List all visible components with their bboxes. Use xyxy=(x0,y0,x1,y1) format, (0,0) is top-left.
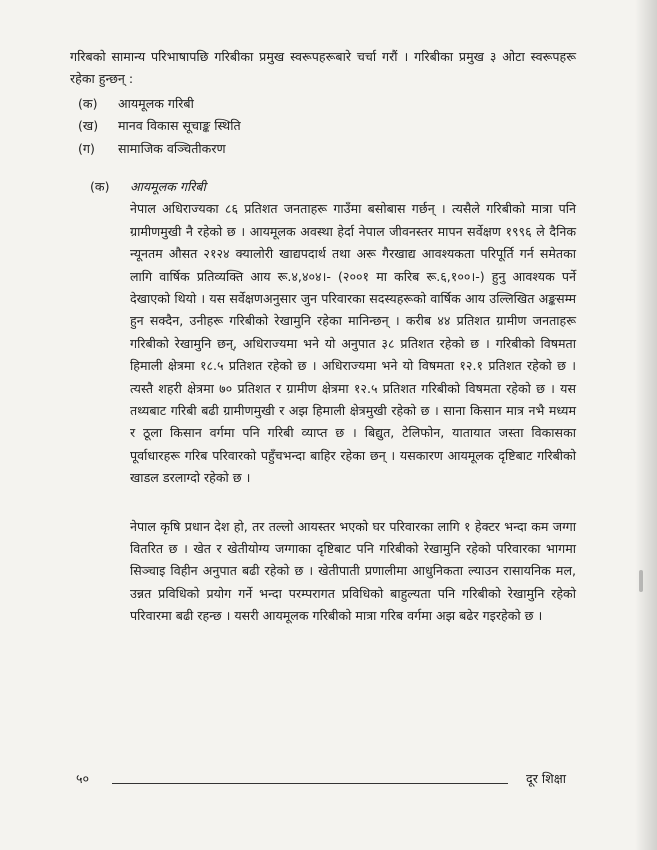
list-marker: (ग) xyxy=(78,140,95,156)
page-content xyxy=(70,46,576,628)
list-item xyxy=(70,115,576,137)
list-item-text: आयमूलक गरिबी xyxy=(118,95,194,111)
section-marker: (क) xyxy=(90,178,110,194)
list-marker: (क) xyxy=(78,95,98,111)
list-item xyxy=(70,93,576,115)
section-title: आयमूलक गरिबी xyxy=(130,178,206,194)
page-edge-shadow xyxy=(635,0,657,850)
intro-paragraph xyxy=(70,46,576,91)
body-paragraph-2: नेपाल कृषि प्रधान देश हो, तर तल्लो आयस्तर भएको घर परिवारका लागि १ हेक्टर भन्दा कम जग्गा वितरित छ । खेत र खेतीयोग्य जग्गाका दृष्टिबाट पनि गरिबीको रेखामुनि रहेको परिवारका भागमा सिञ्चाइ विहीन अनुपात बढी रहेको छ । खेतीपाती प्रणालीमा आधुनिकता ल्याउन रासायनिक मल, उन्नत प्रविधिको प्रयोग गर्ने भन्दा परम्परागत प्रविधिको बाहुल्यता पनि गरिबीको रेखामुनि रहेको परिवारमा बढी रहन्छ । यसरी आयमूलक गरिबीको मात्रा गरिब वर्गमा अझ बढेर गइरहेको छ । xyxy=(130,518,576,624)
section-heading xyxy=(70,176,576,198)
forms-list xyxy=(70,93,576,160)
footer-label: दूर शिक्षा xyxy=(526,771,566,786)
page-footer xyxy=(76,770,566,790)
list-item-text: सामाजिक वञ्चितीकरण xyxy=(118,140,226,156)
list-marker: (ख) xyxy=(78,118,99,134)
body-paragraph-1: नेपाल अधिराज्यका ८६ प्रतिशत जनताहरू गाउँमा बसोबास गर्छन् । त्यसैले गरिबीको मात्रा पनि ग्रामीणमुखी नै रहेको छ । आयमूलक अवस्था हेर्दा नेपाल जीवनस्तर मापन सर्वेक्षण १९९६ ले दैनिक न्यूनतम औसत २१२४ क्यालोरी खाद्यपदार्थ तथा अरू गैरखाद्य आवश्यकता परिपूर्ति गर्न समेतका लागि वार्षिक प्रतिव्यक्ति आय रू.४,४०४।- (२००१ मा करिब रू.६,१००।-) हुनु आवश्यक पर्ने देखाएको थियो । यस सर्वेक्षणअनुसार जुन परिवारका सदस्यहरूको वार्षिक आय उल्लिखित अङ्कसम्म हुन सक्दैन, उनीहरू गरिबीको रेखामुनि रहेका मानिन्छन् । करीब ४४ प्रतिशत ग्रामीण जनताहरू गरिबीको रेखामुनि छन्, अधिराज्यमा भने यो अनुपात ३८ प्रतिशत रहेको छ । गरिबीको विषमता हिमाली क्षेत्रमा १८.५ प्रतिशत रहेको छ । अधिराज्यमा भने यो विषमता १२.१ प्रतिशत रहेको छ । त्यस्तै शहरी क्षेत्रमा ७० प्रतिशत र ग्रामीण क्षेत्रमा १२.५ प्रतिशत गरिबीको विषमता रहेको छ । यस तथ्यबाट गरिबी बढी ग्रामीणमुखी र अझ हिमाली क्षेत्रमुखी रहेको छ । साना किसान मात्र नभै मध्यम र ठूला किसान वर्गमा पनि गरिबी व्याप्त छ । बिद्युत, टेलिफोन, यातायात जस्ता विकासका पूर्वाधारहरू गरिब परिवारको पहुँचभन्दा बाहिर रहेका छन् । यसकारण आयमूलक दृष्टिबाट गरिबीको खाडल डरलाग्दो रहेको छ । xyxy=(130,201,576,486)
list-item xyxy=(70,138,576,160)
scan-mark xyxy=(639,570,643,592)
list-item-text: मानव विकास सूचाङ्क स्थिति xyxy=(118,118,241,134)
footer-rule xyxy=(112,783,508,784)
intro-text: गरिबको सामान्य परिभाषापछि गरिबीका प्रमुख स्वरूपहरूबारे चर्चा गरौं । गरिबीका प्रमुख ३ ओटा स्वरूपहरू रहेका हुन्छन् : xyxy=(70,49,576,87)
page-number: ५० xyxy=(76,771,90,786)
